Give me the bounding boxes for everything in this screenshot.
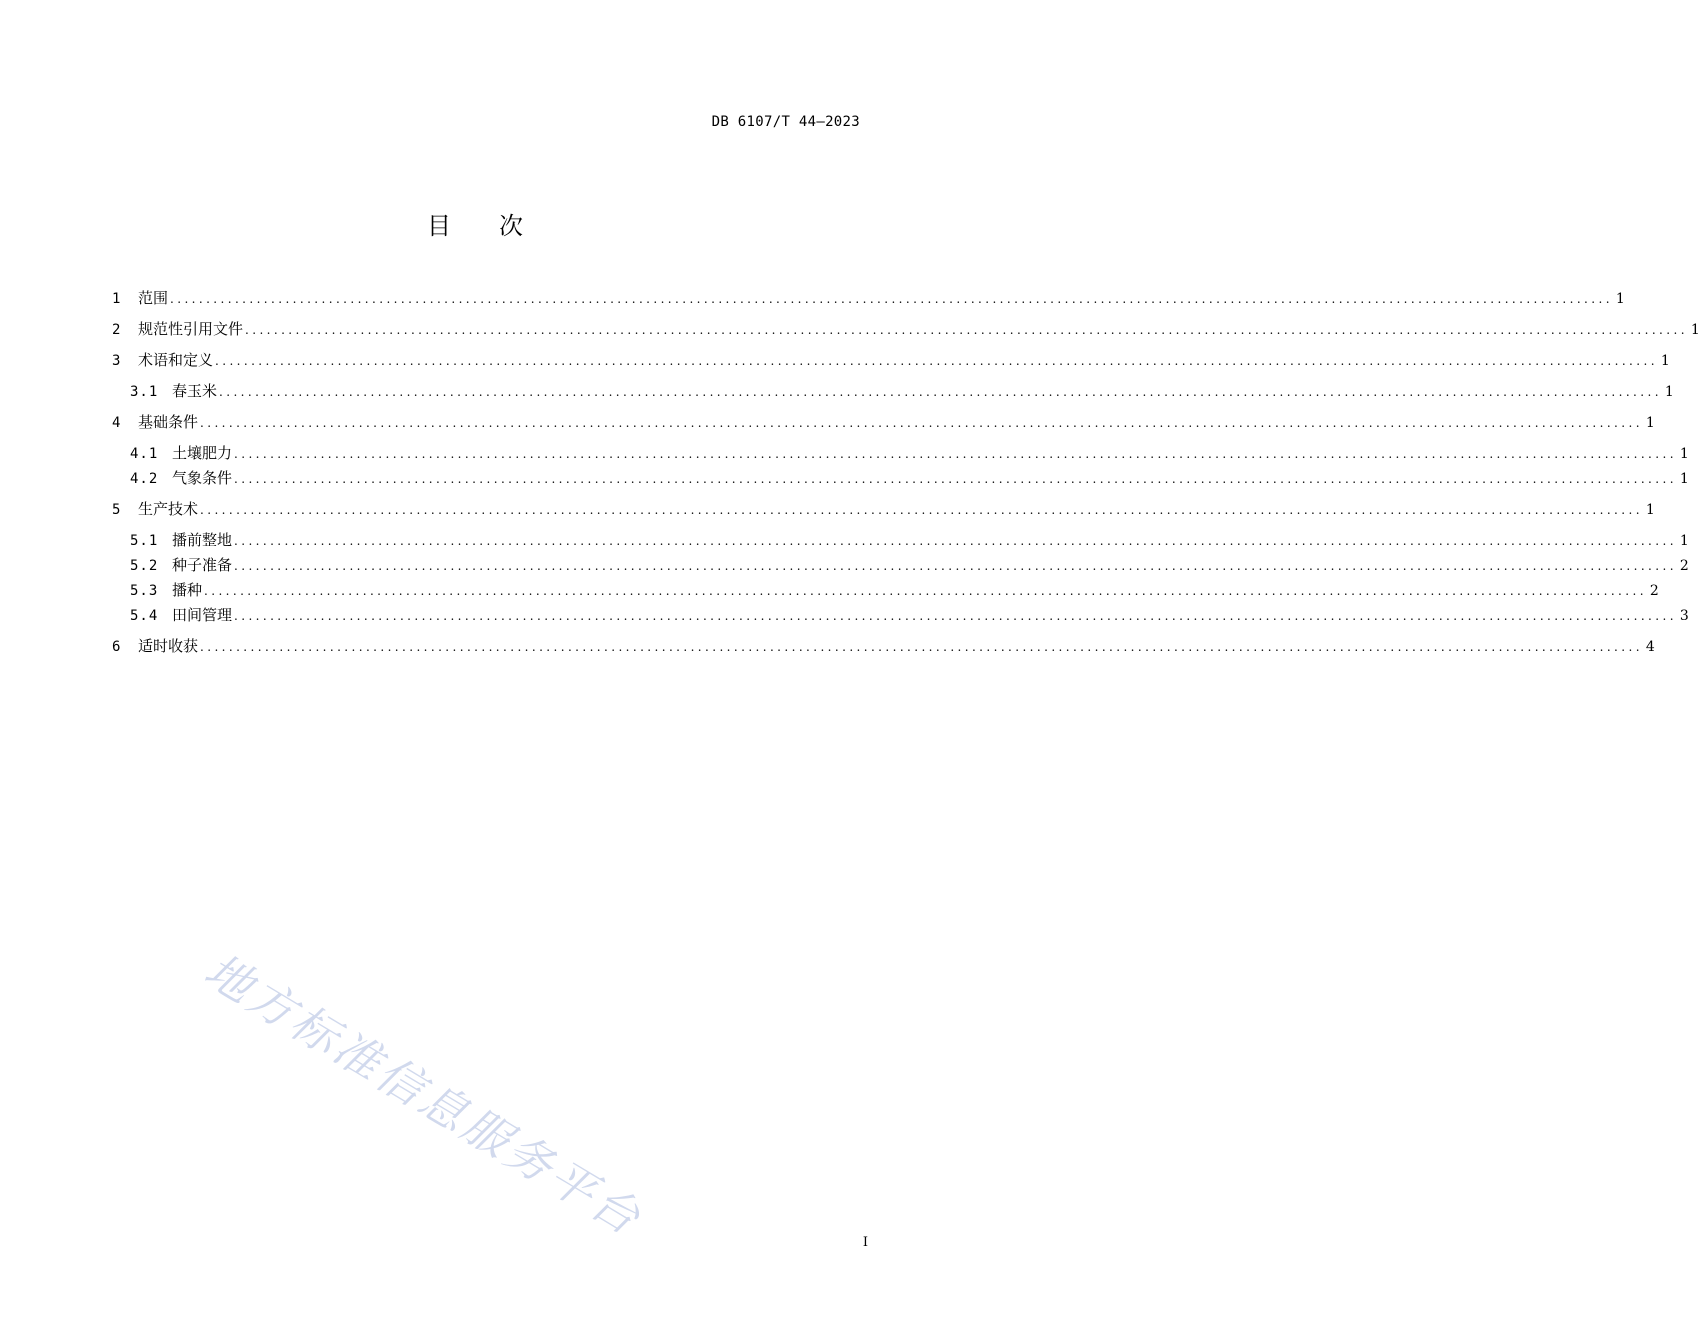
toc-leader-dots: ........................................................................................................................................................................................................ xyxy=(200,503,1643,517)
toc-entry-page: 2 xyxy=(1649,583,1659,599)
toc-entry-page: 4 xyxy=(1645,639,1655,655)
toc-entry-5-3[interactable] xyxy=(130,580,1659,600)
toc-title: 目次 xyxy=(427,212,571,240)
toc-entry-number: 5.1 xyxy=(130,533,159,549)
toc-entry-label: 播种 xyxy=(172,581,203,599)
toc-entry-label: 播前整地 xyxy=(172,531,233,549)
page-number: I xyxy=(862,1235,868,1250)
watermark: 地方标准信息服务平台 xyxy=(195,942,652,1247)
toc-entry-5-2[interactable] xyxy=(130,555,1689,575)
toc-entry-number: 5 xyxy=(112,502,122,518)
toc-entry-number: 3.1 xyxy=(130,384,159,400)
toc-entry-page: 1 xyxy=(1645,415,1655,431)
toc-leader-dots: ........................................................................................................................................................................................................ xyxy=(170,292,1613,306)
toc-entry-page: 1 xyxy=(1645,502,1655,518)
table-of-contents xyxy=(112,0,1700,700)
toc-entry-page: 1 xyxy=(1690,322,1700,338)
toc-entry-1[interactable] xyxy=(112,288,1625,308)
document-code: DB 6107/T 44—2023 xyxy=(711,114,860,130)
toc-entry-label: 生产技术 xyxy=(138,500,199,518)
toc-leader-dots: ........................................................................................................................................................................................................ xyxy=(234,447,1677,461)
toc-entry-label: 范围 xyxy=(138,289,169,307)
toc-entry-number: 5.2 xyxy=(130,558,159,574)
toc-entry-label: 适时收获 xyxy=(138,637,199,655)
toc-entry-page: 3 xyxy=(1679,608,1689,624)
toc-leader-dots: ........................................................................................................................................................................................................ xyxy=(245,323,1688,337)
toc-entry-page: 1 xyxy=(1679,471,1689,487)
toc-entry-label: 土壤肥力 xyxy=(172,444,233,462)
toc-leader-dots: ........................................................................................................................................................................................................ xyxy=(200,640,1643,654)
toc-entry-label: 春玉米 xyxy=(172,382,218,400)
toc-entry-label: 术语和定义 xyxy=(138,351,214,369)
toc-entry-3[interactable] xyxy=(112,350,1670,370)
toc-entry-number: 4.2 xyxy=(130,471,159,487)
toc-entry-3-1[interactable] xyxy=(130,381,1674,401)
toc-leader-dots: ........................................................................................................................................................................................................ xyxy=(204,584,1647,598)
toc-leader-dots: ........................................................................................................................................................................................................ xyxy=(234,559,1677,573)
toc-entry-5-4[interactable] xyxy=(130,605,1689,625)
toc-leader-dots: ........................................................................................................................................................................................................ xyxy=(234,534,1677,548)
toc-entry-label: 规范性引用文件 xyxy=(138,320,244,338)
toc-entry-2[interactable] xyxy=(112,319,1700,339)
toc-entry-number: 4 xyxy=(112,415,122,431)
toc-entry-label: 气象条件 xyxy=(172,469,233,487)
toc-entry-label: 基础条件 xyxy=(138,413,199,431)
toc-entry-page: 2 xyxy=(1679,558,1689,574)
toc-leader-dots: ........................................................................................................................................................................................................ xyxy=(219,385,1662,399)
toc-entry-page: 1 xyxy=(1660,353,1670,369)
toc-entry-4[interactable] xyxy=(112,412,1655,432)
toc-entry-number: 1 xyxy=(112,291,122,307)
toc-leader-dots: ........................................................................................................................................................................................................ xyxy=(234,609,1677,623)
toc-entry-number: 6 xyxy=(112,639,122,655)
toc-entry-page: 1 xyxy=(1679,533,1689,549)
toc-entry-number: 5.4 xyxy=(130,608,159,624)
toc-entry-number: 5.3 xyxy=(130,583,159,599)
toc-entry-number: 2 xyxy=(112,322,122,338)
toc-entry-6[interactable] xyxy=(112,636,1655,656)
toc-entry-4-2[interactable] xyxy=(130,468,1689,488)
toc-entry-4-1[interactable] xyxy=(130,443,1689,463)
toc-entry-page: 1 xyxy=(1679,446,1689,462)
toc-entry-label: 田间管理 xyxy=(172,606,233,624)
toc-entry-5[interactable] xyxy=(112,499,1655,519)
toc-entry-page: 1 xyxy=(1664,384,1674,400)
toc-entry-number: 4.1 xyxy=(130,446,159,462)
toc-leader-dots: ........................................................................................................................................................................................................ xyxy=(234,472,1677,486)
toc-leader-dots: ........................................................................................................................................................................................................ xyxy=(200,416,1643,430)
toc-entry-number: 3 xyxy=(112,353,122,369)
toc-entry-5-1[interactable] xyxy=(130,530,1689,550)
toc-entry-label: 种子准备 xyxy=(172,556,233,574)
toc-leader-dots: ........................................................................................................................................................................................................ xyxy=(215,354,1658,368)
toc-entry-page: 1 xyxy=(1615,291,1625,307)
